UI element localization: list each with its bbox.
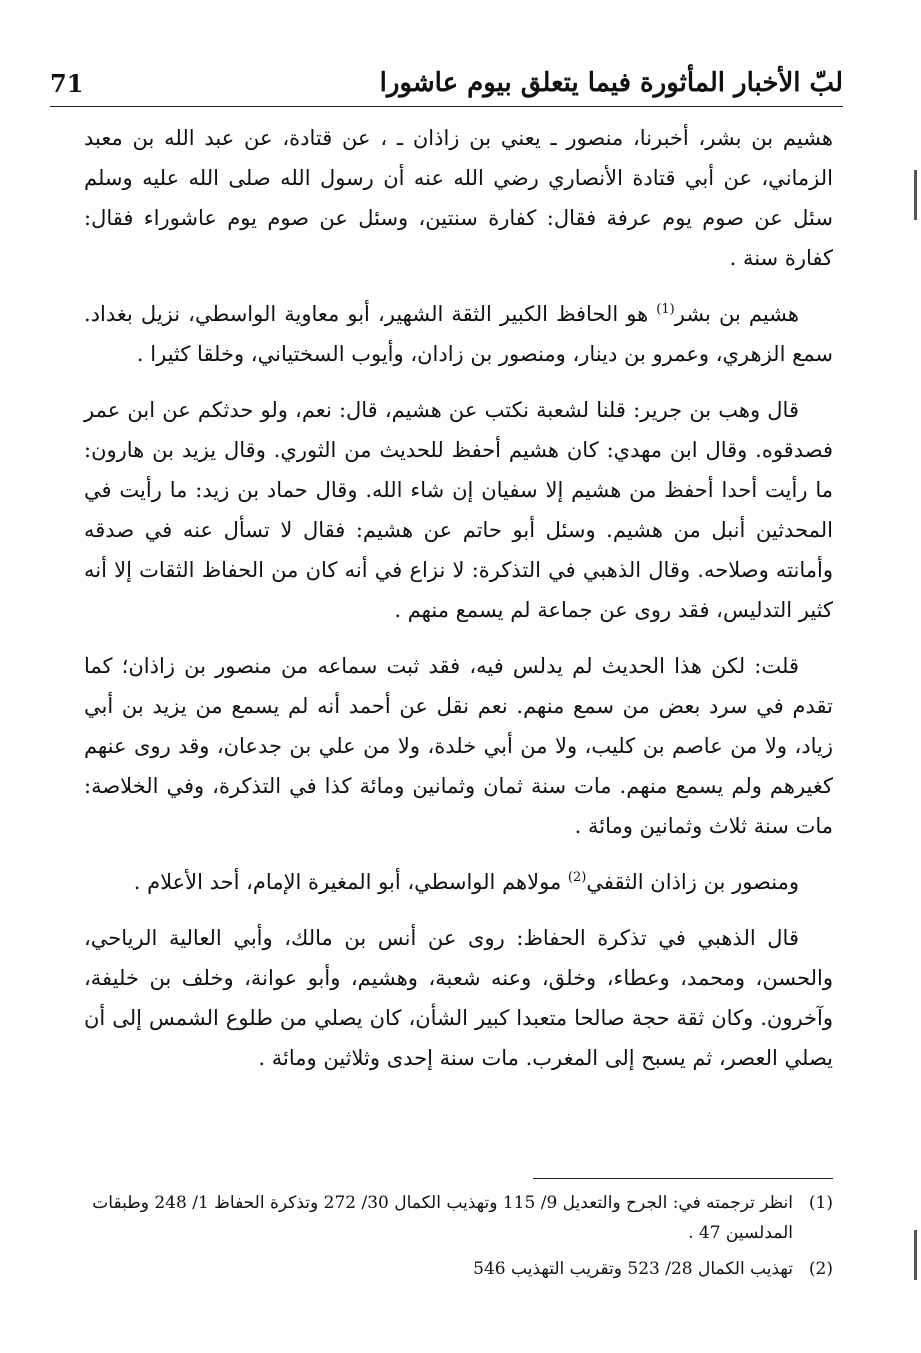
page-header: [50, 58, 843, 98]
footnote-marker: (2): [808, 1259, 833, 1279]
paragraph-lead: ومنصور بن زاذان الثقفي: [586, 870, 799, 894]
page-number: 71: [50, 69, 84, 98]
footnote-text: تهذيب الكمال 28/ 523 وتقريب التهذيب 546: [473, 1259, 793, 1279]
main-text: [84, 118, 833, 1094]
footnote-separator: [533, 1178, 833, 1179]
paragraph-hushaym-bio: [84, 294, 833, 374]
paragraph-mansur-bio: [84, 862, 833, 902]
footnote-item: [84, 1188, 833, 1248]
footnote-text: انظر ترجمته في: الجرح والتعديل 9/ 115 وتهذيب الكمال 30/ 272 وتذكرة الحفاظ 1/ 248 وطبقات المدلسين 47 .: [92, 1193, 793, 1243]
footnote-marker: (1): [808, 1193, 833, 1213]
footnote-item: [84, 1254, 833, 1284]
scan-edge-mark: [914, 1230, 917, 1280]
paragraph-isnad: هشيم بن بشر، أخبرنا، منصور ـ يعني بن زاذان ـ ، عن قتادة، عن عبد الله بن معبد الزماني، عن أبي قتادة الأنصاري رضي الله عنه أن رسول الله صلى الله عليه وسلم سئل عن صوم يوم عرفة فقال: كفارة سنتين، وسئل عن صوم يوم عاشوراء فقال: كفارة سنة .: [84, 126, 833, 270]
footnote-ref-2[interactable]: (2): [567, 870, 587, 885]
footnotes: [84, 1188, 833, 1290]
paragraph-rest: مولاهم الواسطي، أبو المغيرة الإمام، أحد الأعلام .: [133, 870, 568, 894]
scan-edge-mark: [914, 170, 917, 220]
paragraph-lead: هشيم بن بشر: [674, 302, 799, 326]
paragraph-dhahabi-quote: قال الذهبي في تذكرة الحفاظ: روى عن أنس بن مالك، وأبي العالية الرياحي، والحسن، ومحمد، وعطاء، وخلق، وعنه شعبة، وهشيم، وأبو عوانة، وخلف بن خليفة، وآخرون. وكان ثقة حجة صالحا متعبدا كبير الشأن، كان يصلي من طلوع الشمس إلى أن يصلي العصر، ثم يسبح إلى المغرب. مات سنة إحدى وثلاثين ومائة .: [84, 926, 833, 1070]
running-title: لبّ الأخبار المأثورة فيما يتعلق بيوم عاشورا: [379, 68, 843, 98]
paragraph-rest: هو الحافظ الكبير الثقة الشهير، أبو معاوية الواسطي، نزيل بغداد. سمع الزهري، وعمرو بن دينار، ومنصور بن زادان، وأيوب السختياني، وخلقا كثيرا .: [84, 302, 833, 366]
paragraph-hushaym-praise: قال وهب بن جرير: قلنا لشعبة نكتب عن هشيم، قال: نعم، ولو حدثكم عن ابن عمر فصدقوه. وقال ابن مهدي: كان هشيم أحفظ للحديث من الثوري. وقال يزيد بن هارون: ما رأيت أحدا أحفظ من هشيم إلا سفيان إن شاء الله. وقال حماد بن زيد: ما رأيت في المحدثين أنبل من هشيم. وسئل أبو حاتم عن هشيم: فقال لا تسأل عنه في صدقه وأمانته وصلاحه. وقال الذهبي في التذكرة: لا نزاع في أنه كان من الحفاظ الثقات إلا أنه كثير التدليس، فقد روى عن جماعة لم يسمع منهم .: [84, 398, 833, 622]
footnote-ref-1[interactable]: (1): [656, 302, 675, 317]
header-rule: [50, 106, 843, 107]
paragraph-author-note: قلت: لكن هذا الحديث لم يدلس فيه، فقد ثبت سماعه من منصور بن زاذان؛ كما تقدم في سرد بعض من سمع منهم. نعم نقل عن أحمد أنه لم يسمع من يزيد بن أبي زياد، ولا من عاصم بن كليب، ولا من أبي خلدة، ولا من علي بن جدعان، وقد روى عنهم كغيرهم ولم يسمع منهم. مات سنة ثمان وثمانين ومائة كذا في التذكرة، وفي الخلاصة: مات سنة ثلاث وثمانين ومائة .: [84, 654, 833, 838]
